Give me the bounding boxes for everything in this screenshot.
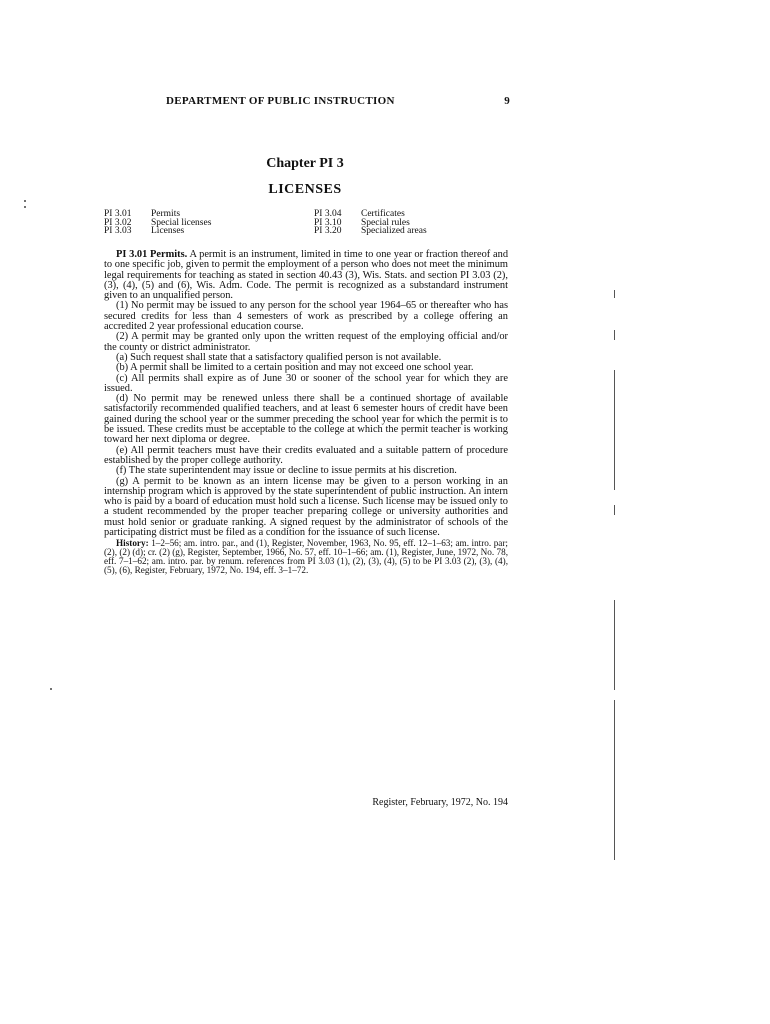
paragraph: (g) A permit to be known as an intern license may be given to a person working in an internship program which is approved by the state superintendent of public instruction. An intern who is paid by a board of education must hold such a license. Such license may be issued only to a student recommended by the proper teacher preparing college or university authorities and must hold senior or graduate ranking. A signed request by the administrator of schools of the participating district must be filed as a condition for the issuance of such license. — [104, 475, 508, 539]
toc-section-title: Special rules — [361, 217, 410, 228]
scan-artifact — [614, 290, 615, 298]
toc-section-number: PI 3.10 — [314, 217, 342, 228]
scan-artifact — [614, 370, 615, 490]
scan-artifact — [614, 330, 615, 340]
paragraph: (c) All permits shall expire as of June 30 or sooner of the school year for which they are issued. — [104, 372, 508, 394]
lead-text: A permit is an instrument, limited in time to one year or fraction thereof and to one specific job, given to permit the employment of a person who does not meet the minimum legal requirements for teaching as stated in section 40.43 (3), Wis. Stats. and section PI 3.03 (2), (3), (4), (5) and (6), Wis. Adm. Code. The permit is recognized as a substandard instrument given to an unqualified person. — [104, 249, 509, 302]
toc-entry — [104, 227, 211, 236]
department-name: DEPARTMENT OF PUBLIC INSTRUCTION — [166, 95, 395, 107]
paragraph: (d) No permit may be renewed unless there shall be a continued shortage of available satisfactorily recommended qualified teachers, and at least 6 semester hours of credit have been gained during the school year or the summer preceding the school year for which the permit is to be issued. These credits must be acceptable to the college at which the permit teacher is working toward her next diploma or degree. — [104, 393, 508, 446]
toc-entry — [314, 227, 427, 236]
toc-section-title: Specialized areas — [361, 226, 427, 236]
scan-artifact — [24, 206, 26, 208]
table-of-contents-right — [314, 210, 427, 236]
toc-section-number: PI 3.03 — [104, 226, 132, 236]
history-text: 1–2–56; am. intro. par., and (1), Register, November, 1963, No. 95, eff. 12–1–63; am. intro. par; (2), (2) (d); cr. (2) (g), Register, September, 1966, No. 57, eff. 10–1–66; am. (1), Register, June, 1972, No. 78, eff. 7–1–62; am. intro. par. by renum. references from PI 3.03 (1), (2), (3), (4), (5) to be PI 3.03 (2), (3), (4), (5), (6), Register, February, 1972, No. 194, eff. 3–1–72. — [104, 538, 508, 575]
lead-paragraph — [104, 250, 508, 301]
toc-section-number: PI 3.02 — [104, 217, 132, 228]
scan-artifact — [614, 700, 615, 860]
page-number: 9 — [504, 95, 510, 107]
toc-section-number: PI 3.20 — [314, 226, 342, 236]
scan-artifact — [24, 200, 26, 202]
paragraph: (e) All permit teachers must have their credits evaluated and a suitable pattern of procedure established by the proper college authority. — [104, 444, 508, 466]
toc-section-title: Licenses — [151, 226, 185, 236]
toc-section-number: PI 3.04 — [314, 209, 342, 219]
history-note — [104, 539, 508, 574]
toc-section-title: Permits — [151, 209, 181, 219]
section-heading: PI 3.01 Permits. — [116, 249, 188, 260]
scan-artifact — [614, 600, 615, 690]
toc-section-title: Special licenses — [151, 217, 212, 228]
chapter-title: LICENSES — [268, 182, 342, 197]
toc-section-title: Certificates — [361, 209, 405, 219]
chapter-number: Chapter PI 3 — [266, 156, 344, 171]
paragraph: (2) A permit may be granted only upon the written request of the employing official and/or the county or district administrator. — [104, 331, 508, 353]
paragraph: (b) A permit shall be limited to a certain position and may not exceed one school year. — [116, 362, 474, 374]
body-text — [104, 250, 508, 575]
scan-artifact — [614, 505, 615, 515]
history-label: History: — [116, 538, 149, 549]
scan-artifact — [50, 688, 52, 690]
toc-section-number: PI 3.01 — [104, 209, 132, 219]
table-of-contents-left — [104, 210, 211, 236]
paragraph: (a) Such request shall state that a satisfactory qualified person is not available. — [116, 351, 442, 363]
paragraph: (f) The state superintendent may issue or decline to issue permits at his discretion. — [116, 465, 457, 477]
paragraph: (1) No permit may be issued to any person for the school year 1964–65 or thereafter who has secured credits for less than 4 semesters of work as prescribed by a college offering an accredited 2 year professional education course. — [104, 300, 508, 333]
register-footer: Register, February, 1972, No. 194 — [372, 797, 508, 808]
